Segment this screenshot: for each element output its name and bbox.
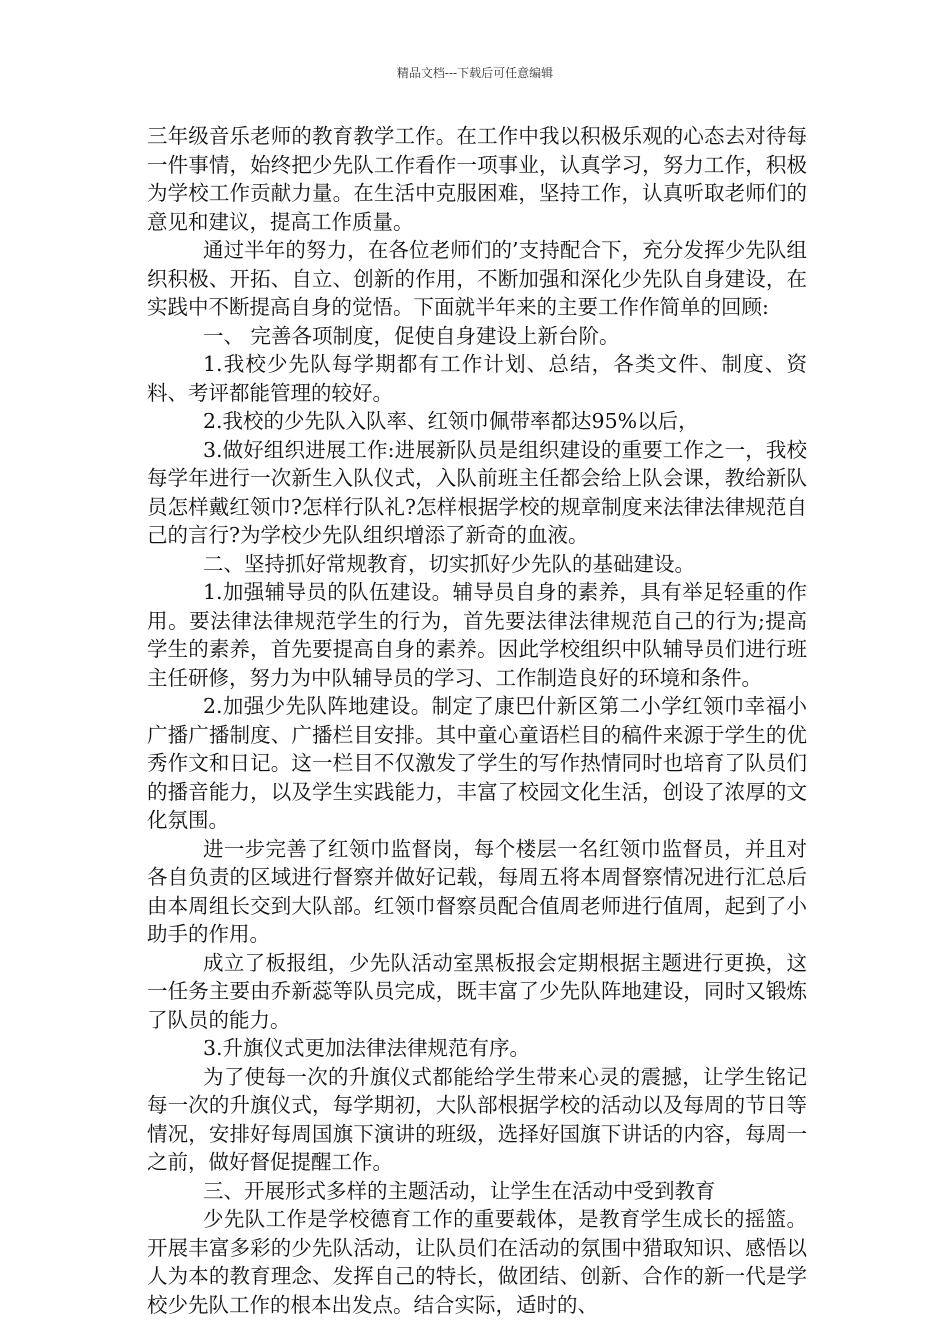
paragraph: 成立了板报组，少先队活动室黑板报会定期根据主题进行更换，这一任务主要由乔新蕊等队员完成，既丰富了少先队阵地建设，同时又锻炼了队员的能力。: [147, 950, 807, 1032]
paragraph: 2.加强少先队阵地建设。制定了康巴什新区第二小学红领巾幸福小广播广播制度、广播栏目安排。其中童心童语栏目的稿件来源于学生的优秀作文和日记。这一栏目不仅激发了学生的写作热情同时也培育了队员们的播音能力，以及学生实践能力，丰富了校园文化生活，创设了浓厚的文化氛围。: [147, 694, 807, 832]
paragraph: 3.升旗仪式更加法律法律规范有序。: [203, 1036, 531, 1060]
paragraph: 三、开展形式多样的主题活动，让学生在活动中受到教育: [203, 1178, 716, 1203]
paragraph: 二、坚持抓好常规教育，切实抓好少先队的基础建设。: [203, 551, 695, 576]
paragraph: 为了使每一次的升旗仪式都能给学生带来心灵的震撼，让学生铭记每一次的升旗仪式，每学期初，大队部根据学校的活动以及每周的节日等情况，安排好每周国旗下演讲的班级，选择好国旗下讲话的内容，每周一之前，做好督促提醒工作。: [147, 1064, 807, 1174]
paragraph: 一、 完善各项制度，促使自身建设上新台阶。: [203, 323, 620, 348]
paragraph: 1.我校少先队每学期都有工作计划、总结，各类文件、制度、资料、考评都能管理的较好。: [147, 352, 807, 405]
document-body: [147, 122, 807, 1319]
paragraph: 1.加强辅导员的队伍建设。辅导员自身的素养，具有举足轻重的作用。要法律法律规范学生的行为，首先要法律法律规范自己的行为;提高学生的素养，首先要提高自身的素养。因此学校组织中队辅导员们进行班主任研修，努力为中队辅导员的学习、工作制造良好的环境和条件。: [147, 580, 807, 690]
paragraph: 少先队工作是学校德育工作的重要载体，是教育学生成长的摇篮。开展丰富多彩的少先队活动，让队员们在活动的氛围中猎取知识、感悟以人为本的教育理念、发挥自己的特长，做团结、创新、合作的新一代是学校少先队工作的根本出发点。结合实际，适时的、: [147, 1207, 807, 1317]
page-header: 精品文档---下载后可任意编辑: [396, 66, 554, 80]
paragraph: 进一步完善了红领巾监督岗，每个楼层一名红领巾监督员，并且对各自负责的区域进行督察并做好记载，每周五将本周督察情况进行汇总后由本周组长交到大队部。红领巾督察员配合值周老师进行值周，起到了小助手的作用。: [147, 836, 807, 946]
paragraph: 通过半年的努力，在各位老师们的’支持配合下，充分发挥少先队组织积极、开拓、自立、创新的作用，不断加强和深化少先队自身建设，在实践中不断提高自身的觉悟。下面就半年来的主要工作作简单的回顾:: [147, 238, 807, 319]
paragraph: 3.做好组织进展工作:进展新队员是组织建设的重要工作之一，我校每学年进行一次新生入队仪式，入队前班主任都会给上队会课，教给新队员怎样戴红领巾?怎样行队礼?怎样根据学校的规章制度来法律法律规范自己的言行?为学校少先队组织增添了新奇的血液。: [147, 437, 807, 547]
paragraph: 2.我校的少先队入队率、红领巾佩带率都达95%以后，: [203, 409, 699, 433]
paragraph: 三年级音乐老师的教育教学工作。在工作中我以积极乐观的心态去对待每一件事情，始终把少先队工作看作一项事业，认真学习，努力工作，积极为学校工作贡献力量。在生活中克服困难，坚持工作，认真听取老师们的意见和建议，提高工作质量。: [147, 124, 807, 234]
